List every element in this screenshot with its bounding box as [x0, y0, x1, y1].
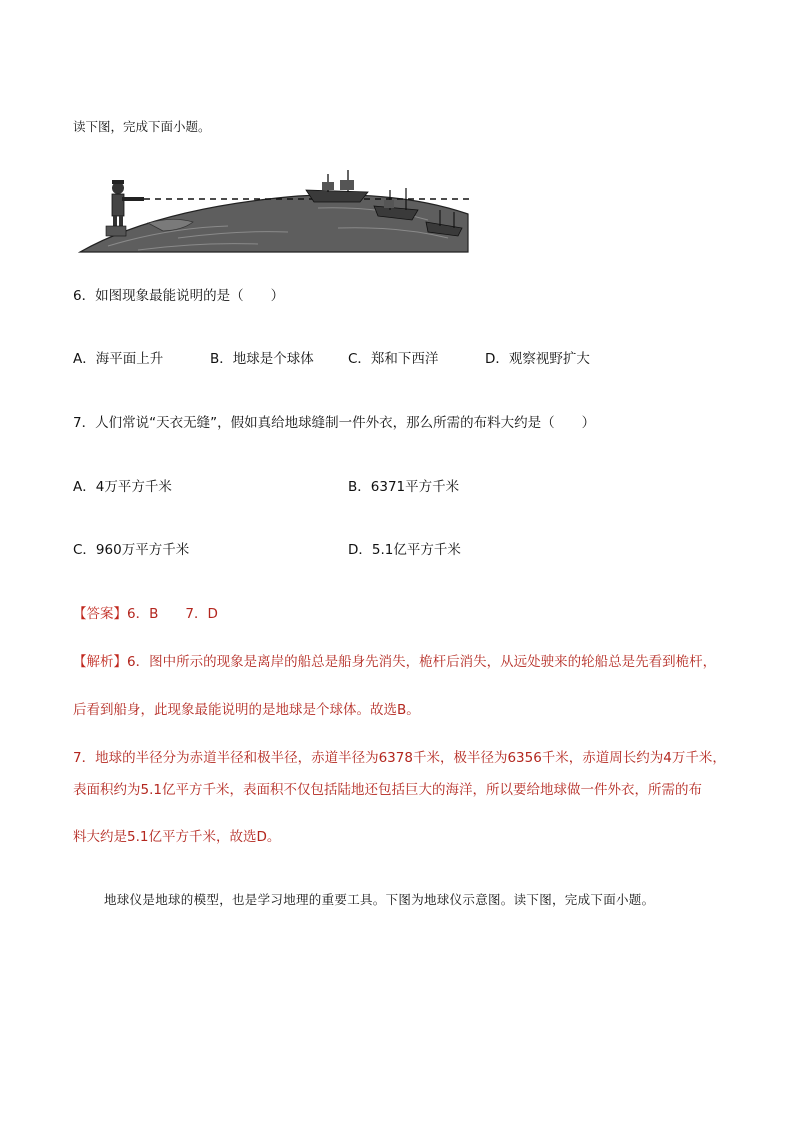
answer-line	[73, 605, 218, 623]
q6-option-a: A．海平面上升	[73, 351, 164, 367]
globe-surface	[80, 195, 468, 252]
intro-globe-text: 地球仪是地球的模型，也是学习地理的重要工具。下图为地球仪示意图。读下图，完成下面小题。	[104, 892, 655, 907]
question-7-stem: 7．人们常说“天衣无缝”，假如真给地球缝制一件外衣，那么所需的布料大约是（ ）	[73, 415, 596, 431]
q6-option-b: B．地球是个球体	[210, 351, 314, 367]
analysis-line-1	[73, 653, 716, 671]
ship-near	[306, 170, 368, 202]
q7-option-c: C．960万平方千米	[73, 542, 190, 558]
analysis-text-1: 6．图中所示的现象是离岸的船总是船身先消失，桅杆后消失，从远处驶来的轮船总是先看到桅杆，	[127, 654, 717, 670]
question-6-stem: 6．如图现象最能说明的是（ ）	[73, 288, 285, 304]
q7-option-b: B．6371平方千米	[348, 479, 460, 495]
q7-option-a: A．4万平方千米	[73, 479, 172, 495]
analysis-label: 【解析】	[73, 654, 127, 670]
analysis-line-2: 后看到船身，此现象最能说明的是地球是个球体。故选B。	[73, 702, 420, 718]
analysis-line-4: 表面积约为5.1亿平方千米，表面积不仅包括陆地还包括巨大的海洋，所以要给地球做一件外衣，所需的布	[73, 782, 702, 798]
analysis-line-3: 7．地球的半径分为赤道半径和极半径，赤道半径为6378千米，极半径为6356千米，赤道周长约为4万千米，	[73, 750, 726, 766]
q6-option-c: C．郑和下西洋	[348, 351, 439, 367]
intro-text: 读下图，完成下面小题。	[73, 119, 211, 134]
q7-option-d: D．5.1亿平方千米	[348, 542, 461, 558]
answer-text: 6．B 7．D	[127, 606, 218, 622]
ship-curvature-figure	[78, 168, 470, 254]
analysis-line-5: 料大约是5.1亿平方千米，故选D。	[73, 829, 281, 845]
answer-label: 【答案】	[73, 606, 127, 622]
q6-option-d: D．观察视野扩大	[485, 351, 590, 367]
